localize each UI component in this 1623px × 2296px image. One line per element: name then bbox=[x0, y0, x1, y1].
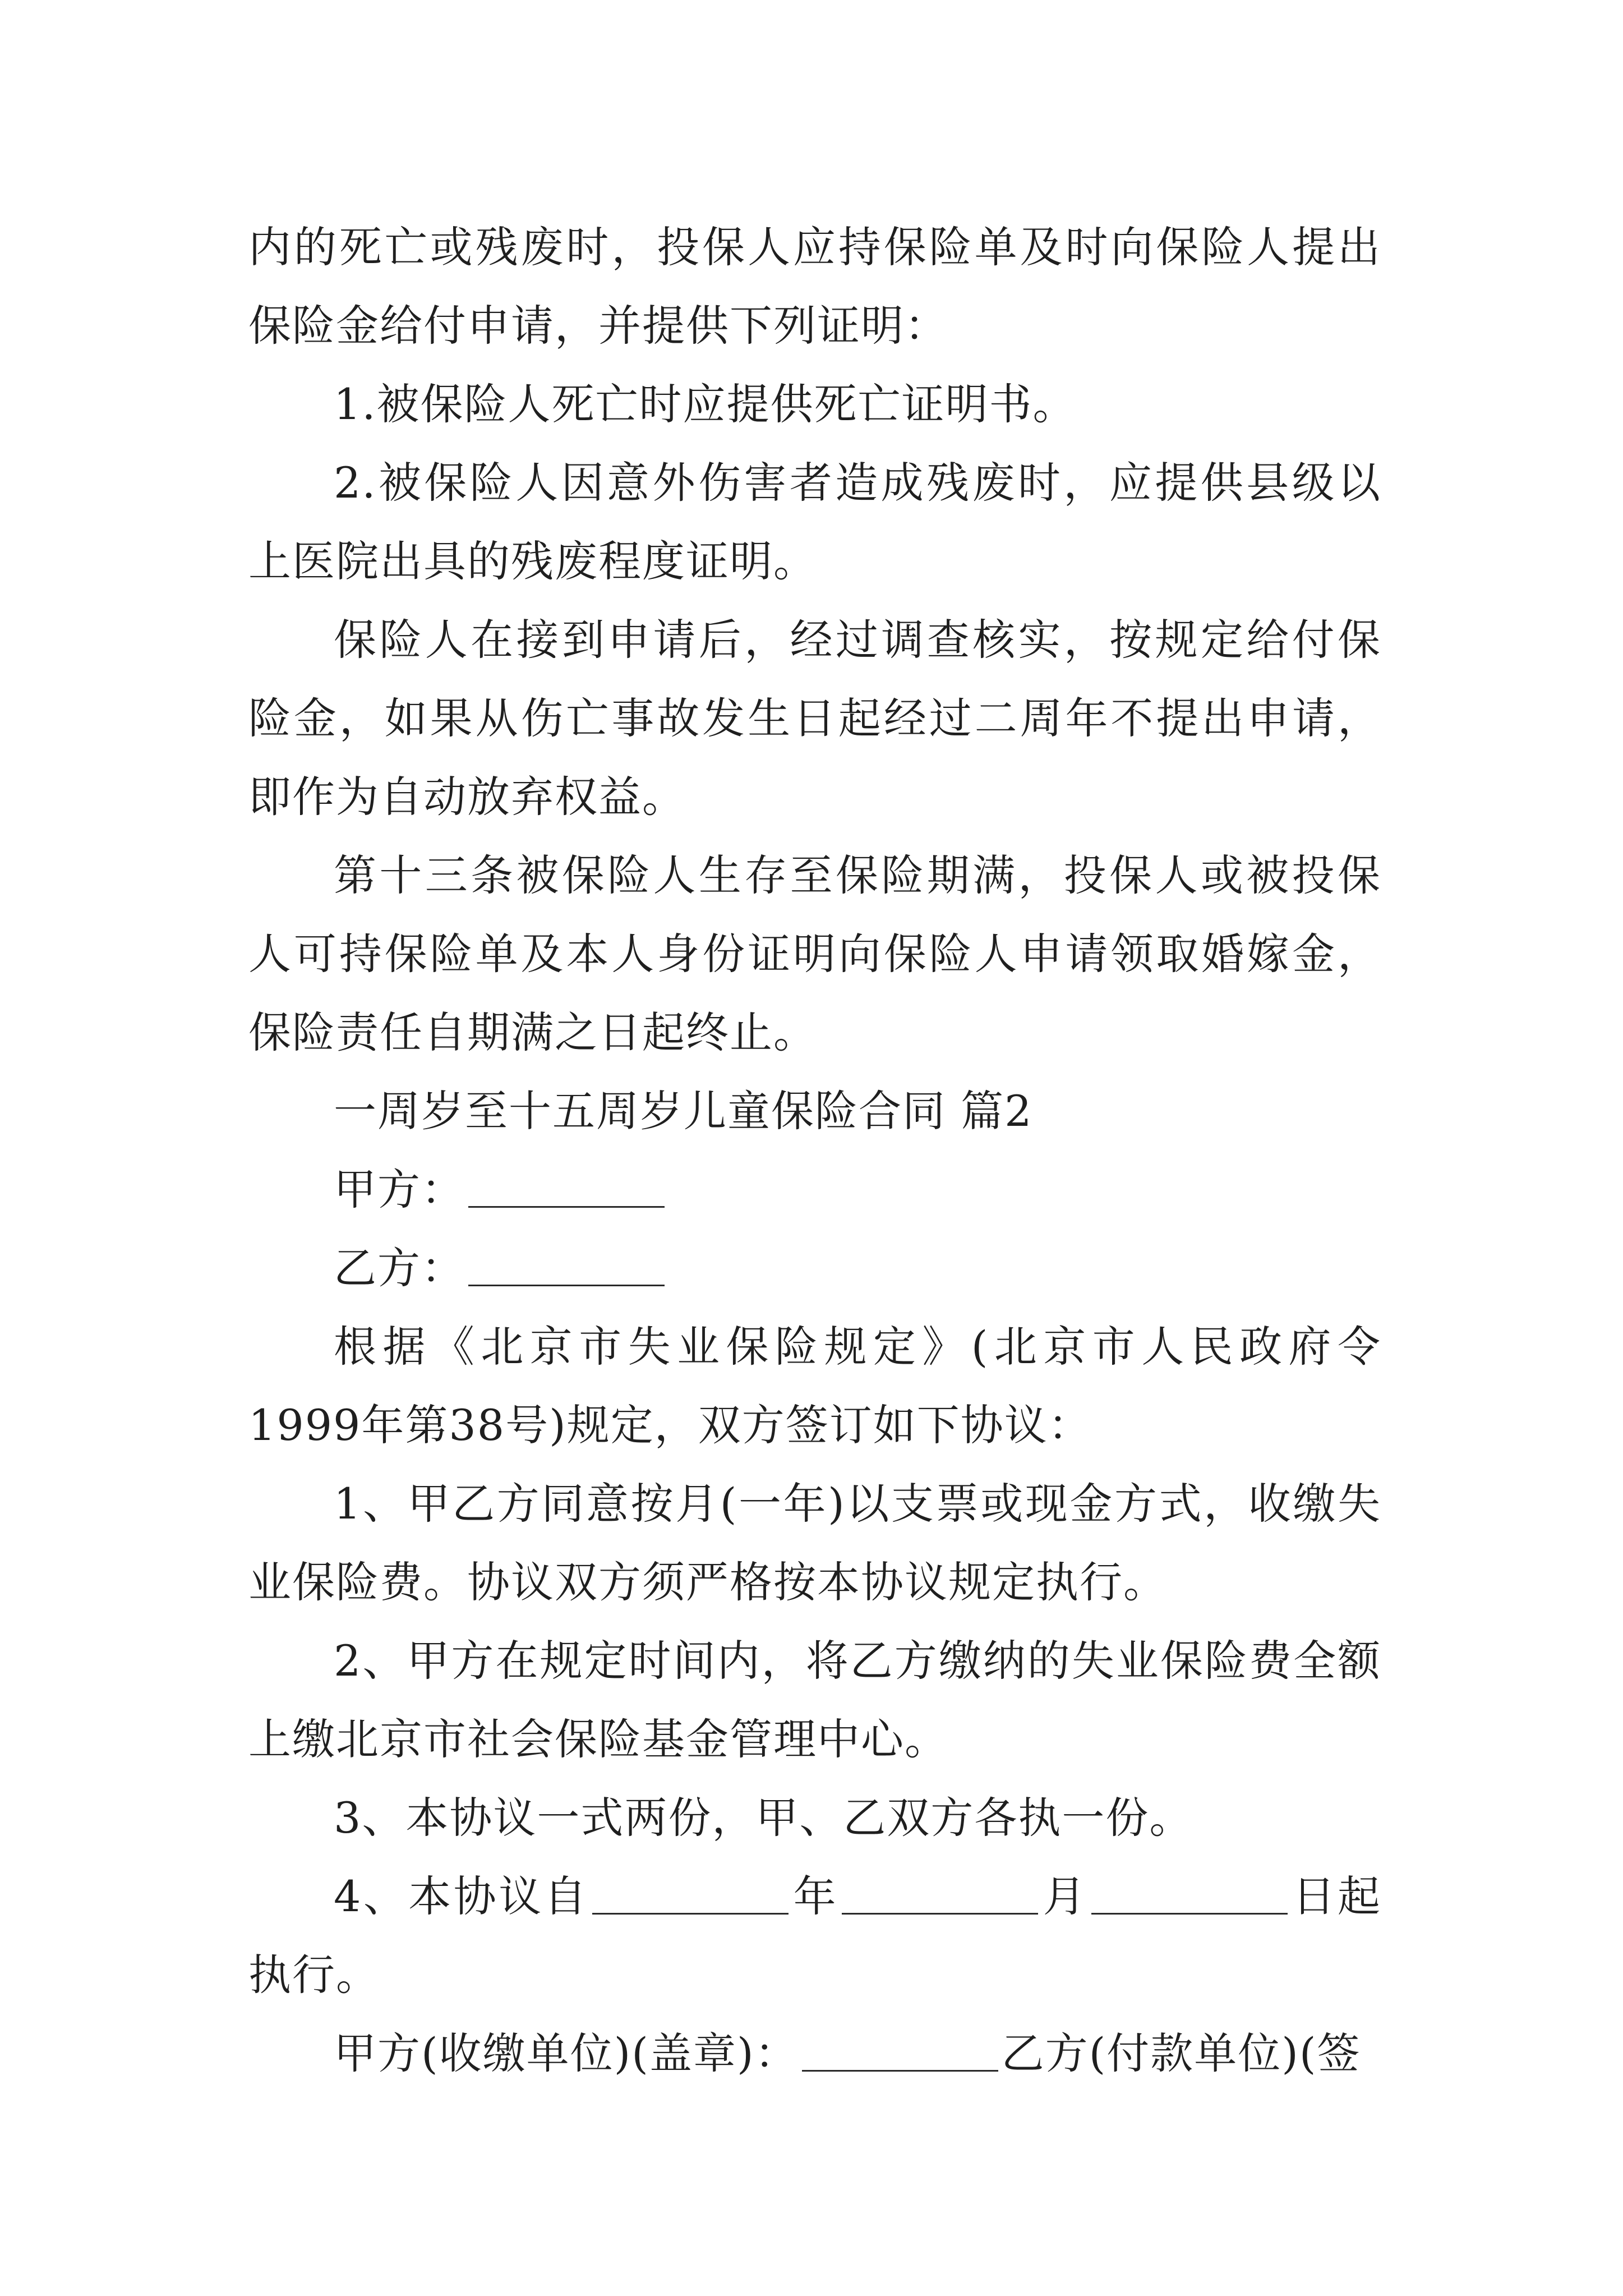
party-b-signature-label: 乙方(付款单位)(签 bbox=[1001, 2028, 1361, 2078]
paragraph-clause-2: 2、甲方在规定时间内，将乙方缴纳的失业保险费全额上缴北京市社会保险基金管理中心。 bbox=[248, 1636, 1381, 1764]
month-blank bbox=[842, 1874, 1038, 1915]
party-a-signature-label: 甲方(收缴单位)(盖章)： bbox=[334, 2028, 799, 2078]
clause-4-start: 4、本协议自 bbox=[334, 1871, 589, 1921]
party-a-label: 甲方： bbox=[334, 1165, 465, 1214]
paragraph-clause-4 bbox=[248, 1857, 1381, 2014]
year-blank bbox=[592, 1874, 789, 1915]
party-b-blank bbox=[468, 1245, 665, 1286]
section-heading: 一周岁至十五周岁儿童保险合同 篇2 bbox=[334, 1086, 1033, 1136]
paragraph-item-2: 2.被保险人因意外伤害者造成残废时，应提供县级以上医院出具的残废程度证明。 bbox=[248, 458, 1381, 586]
year-label: 年 bbox=[792, 1871, 839, 1921]
party-a-blank bbox=[468, 1167, 665, 1208]
paragraph-item-1: 1.被保险人死亡时应提供死亡证明书。 bbox=[334, 379, 1077, 429]
paragraph-article-13: 第十三条被保险人生存至保险期满，投保人或被投保人可持保险单及本人身份证明向保险人申请领取婚嫁金，保险责任自期满之日起终止。 bbox=[248, 850, 1381, 1057]
month-label: 月 bbox=[1041, 1871, 1089, 1921]
paragraph-clause-3: 3、本协议一式两份，甲、乙双方各执一份。 bbox=[334, 1793, 1193, 1843]
party-a-line bbox=[248, 1151, 1381, 1229]
day-blank bbox=[1091, 1874, 1288, 1915]
document-body bbox=[248, 208, 1381, 2093]
party-b-line bbox=[248, 1229, 1381, 1308]
clause-4-end: 日起执行。 bbox=[248, 1871, 1382, 2000]
party-b-label: 乙方： bbox=[334, 1243, 465, 1293]
paragraph-claim-procedure: 内的死亡或残废时，投保人应持保险单及时向保险人提出保险金给付申请，并提供下列证明： bbox=[248, 222, 1381, 351]
party-a-signature-blank bbox=[802, 2031, 998, 2072]
paragraph-clause-1: 1、甲乙方同意按月(一年)以支票或现金方式，收缴失业保险费。协议双方须严格按本协议规定执行。 bbox=[248, 1479, 1381, 1607]
paragraph-basis: 根据《北京市失业保险规定》(北京市人民政府令1999年第38号)规定，双方签订如下协议： bbox=[248, 1322, 1381, 1450]
paragraph-verification: 保险人在接到申请后，经过调查核实，按规定给付保险金，如果从伤亡事故发生日起经过二周年不提出申请，即作为自动放弃权益。 bbox=[248, 615, 1381, 822]
signature-line bbox=[248, 2014, 1381, 2093]
